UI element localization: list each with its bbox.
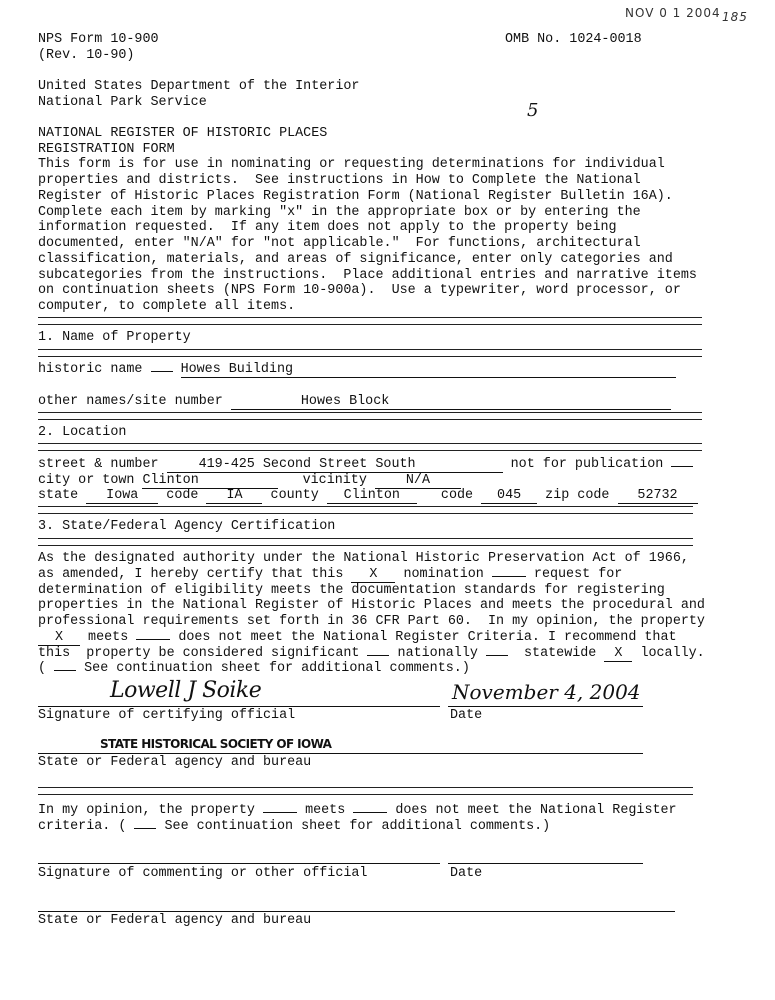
agency-name-stamp: STATE HISTORICAL SOCIETY OF IOWA [100, 737, 332, 751]
intro-line: classification, materials, and areas of significance, enter only categories and [38, 252, 673, 267]
commenting-does-not-meet-checkbox[interactable] [353, 812, 387, 813]
certification-line: X meets does not meet the National Register Criteria. I recommend that [38, 630, 677, 646]
section-divider [38, 787, 693, 795]
statewide-checkbox[interactable] [486, 655, 508, 656]
state-value: Iowa [106, 488, 139, 503]
certification-line: this property be considered significant nationally statewide X locally. [38, 646, 705, 661]
meets-mark: X [54, 630, 64, 645]
certification-line: ( See continuation sheet for additional comments.) [38, 661, 470, 676]
other-names-field[interactable] [231, 394, 671, 410]
state-code-field[interactable] [206, 488, 262, 504]
commenting-line: criteria. ( See continuation sheet for additional comments.) [38, 819, 551, 834]
register-title: NATIONAL REGISTER OF HISTORIC PLACES [38, 126, 328, 141]
certification-line: determination of eligibility meets the documentation standards for registering [38, 583, 665, 598]
signature-date: November 4, 2004 [452, 680, 641, 704]
section-divider [38, 538, 693, 546]
locally-mark: X [614, 646, 623, 661]
does-not-meet-checkbox[interactable] [136, 639, 170, 640]
intro-line: computer, to complete all items. [38, 299, 296, 314]
intro-line: on continuation sheets (NPS Form 10-900a). Use a typewriter, word processor, or [38, 283, 681, 298]
not-for-publication-label: not for publication [510, 457, 664, 472]
not-for-publication-field[interactable] [671, 466, 693, 467]
vicinity-value: N/A [405, 473, 430, 488]
department-name: United States Department of the Interior [38, 79, 360, 94]
county-label: county [270, 488, 319, 503]
zip-field[interactable] [618, 488, 698, 504]
street-row [38, 457, 693, 473]
nationally-checkbox[interactable] [367, 655, 389, 656]
city-field[interactable] [142, 473, 278, 489]
street-field[interactable] [167, 457, 503, 473]
street-value: 419-425 Second Street South [198, 457, 416, 472]
commenting-agency-line[interactable] [38, 911, 675, 912]
meets-checkbox[interactable] [38, 630, 80, 646]
commenting-continuation-checkbox[interactable] [134, 828, 156, 829]
vicinity-label: vicinity [302, 473, 367, 488]
intro-line: Register of Historic Places Registration Form (National Register Bulletin 16A). [38, 189, 673, 204]
certification-line: As the designated authority under the National Historic Preservation Act of 1966, [38, 551, 689, 566]
section-divider [38, 349, 702, 357]
commenting-meets-checkbox[interactable] [263, 812, 297, 813]
commenting-agency-label: State or Federal agency and bureau [38, 913, 312, 928]
historic-name-label: historic name [38, 362, 143, 377]
county-value: Clinton [343, 488, 400, 503]
date-label: Date [450, 708, 483, 723]
received-date-stamp: NOV 0 1 2004 [625, 6, 721, 20]
city-label: city or town [38, 473, 135, 488]
section-divider [38, 506, 693, 514]
other-names-value: Howes Block [300, 394, 390, 409]
signature-line [38, 706, 440, 707]
nomination-mark: X [369, 567, 378, 582]
locally-checkbox[interactable] [604, 646, 632, 662]
historic-name-field[interactable] [181, 362, 676, 378]
date-line [448, 706, 643, 707]
section-2-heading: 2. Location [38, 425, 127, 440]
section-1-heading: 1. Name of Property [38, 330, 191, 345]
commenting-line: In my opinion, the property meets does not meet the National Register [38, 803, 677, 818]
state-row [38, 488, 698, 504]
state-field[interactable] [86, 488, 158, 504]
service-name: National Park Service [38, 95, 207, 110]
city-row [38, 473, 461, 489]
county-code-label: code [440, 488, 474, 503]
intro-line: Complete each item by marking "x" in the appropriate box or by entering the [38, 205, 641, 220]
request-checkbox[interactable] [492, 576, 526, 577]
other-names-label: other names/site number [38, 394, 223, 409]
commenting-signature-label: Signature of commenting or other official [38, 866, 368, 881]
form-subtitle: REGISTRATION FORM [38, 142, 175, 157]
historic-name-value: Howes Building [180, 362, 294, 377]
agency-line [38, 753, 643, 754]
commenting-signature-line[interactable] [38, 863, 440, 864]
intro-line: This form is for use in nominating or requesting determinations for individual [38, 157, 665, 172]
commenting-date-label: Date [450, 866, 483, 881]
county-code-field[interactable] [481, 488, 537, 504]
commenting-date-line[interactable] [448, 863, 643, 864]
certification-line: as amended, I hereby certify that this X nomination request for [38, 567, 623, 582]
street-label: street & number [38, 457, 159, 472]
handwritten-mark: 5 [527, 100, 539, 121]
certification-line: professional requirements set forth in 36 CFR Part 60. In my opinion, the property [38, 614, 705, 629]
section-3-heading: 3. State/Federal Agency Certification [38, 519, 336, 534]
certification-line: properties in the National Register of Historic Places and meets the procedural and [38, 598, 705, 613]
omb-number: OMB No. 1024-0018 [505, 32, 642, 47]
other-names-row [38, 394, 671, 410]
state-code-value: IA [226, 488, 243, 503]
continuation-checkbox[interactable] [54, 670, 76, 671]
section-divider [38, 317, 702, 325]
intro-line: properties and districts. See instructions in How to Complete the National [38, 173, 641, 188]
form-revision: (Rev. 10-90) [38, 48, 135, 63]
intro-line: documented, enter "N/A" for "not applicable." For functions, architectural [38, 236, 641, 251]
section-divider [38, 443, 702, 451]
city-value: Clinton [142, 473, 199, 488]
vicinity-field[interactable] [375, 473, 461, 489]
signature-label: Signature of certifying official [38, 708, 296, 723]
county-field[interactable] [327, 488, 417, 504]
historic-name-row [38, 362, 676, 378]
zip-value: 52732 [637, 488, 678, 503]
official-signature: Lowell J Soike [110, 678, 262, 703]
state-code-label: code [166, 488, 199, 503]
state-label: state [38, 488, 79, 503]
agency-label: State or Federal agency and bureau [38, 755, 312, 770]
county-code-value: 045 [497, 488, 522, 503]
intro-line: information requested. If any item does not apply to the property being [38, 220, 617, 235]
section-divider [38, 412, 702, 420]
zip-label: zip code [545, 488, 610, 503]
stamp-note: 185 [722, 10, 748, 24]
nomination-checkbox[interactable] [351, 567, 395, 583]
form-number: NPS Form 10-900 [38, 32, 159, 47]
intro-line: subcategories from the instructions. Place additional entries and narrative items [38, 268, 697, 283]
